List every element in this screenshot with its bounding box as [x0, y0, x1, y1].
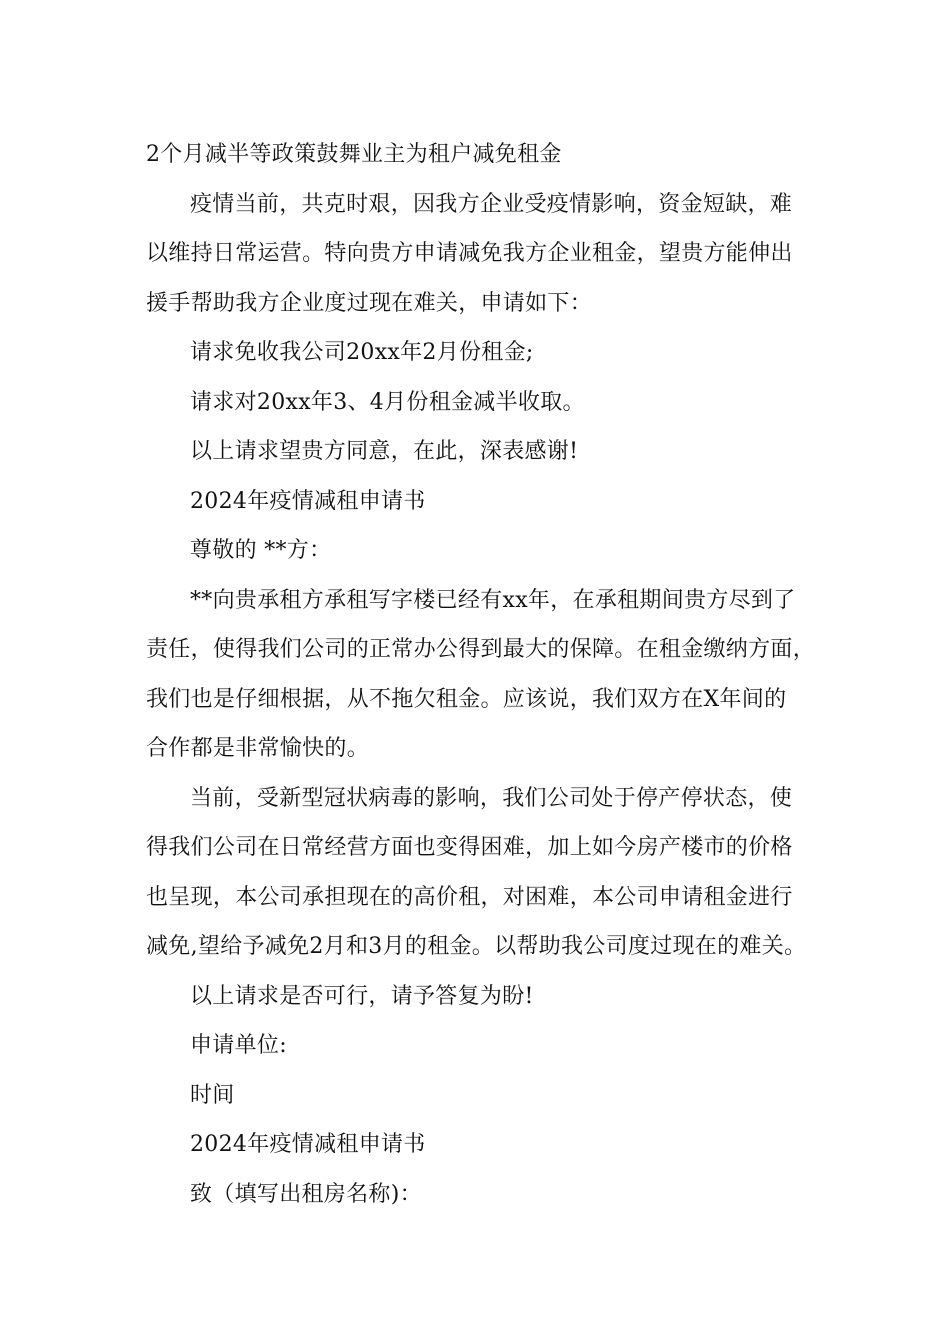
text-line: 以上请求望贵方同意，在此，深表感谢! — [190, 439, 579, 464]
text-line: 责任，使得我们公司的正常办公得到最大的保障。在租金缴纳方面， — [146, 637, 816, 662]
thanks-paragraph — [146, 427, 818, 477]
text-line: 也呈现，本公司承担现在的高价租，对困难，本公司申请租金进行 — [146, 884, 793, 910]
body-paragraph-2 — [146, 774, 818, 972]
text-line: 2024年疫情减租申请书 — [190, 1132, 426, 1157]
text-line: 尊敬的 **方： — [190, 538, 332, 563]
addressee-line — [146, 1170, 818, 1220]
salutation — [146, 526, 818, 576]
text-line: 以维持日常运营。特向贵方申请减免我方企业租金，望贵方能伸出 — [146, 241, 793, 266]
closing-request — [146, 972, 818, 1022]
text-line: 当前，受新型冠状病毒的影响，我们公司处于停产停状态，使 — [190, 785, 793, 811]
text-line: 致（填写出租房名称)： — [190, 1181, 422, 1207]
section-title — [146, 477, 818, 527]
text-line: 疫情当前，共克时艰，因我方企业受疫情影响，资金短缺，难 — [190, 191, 793, 217]
section-title-2 — [146, 1120, 818, 1170]
text-line: 请求对20xx年3、4月份租金减半收取。 — [190, 389, 585, 415]
text-line: 援手帮助我方企业度过现在难关，申请如下： — [146, 290, 593, 316]
text-line: 以上请求是否可行，请予答复为盼! — [190, 983, 534, 1009]
text-line: 得我们公司在日常经营方面也变得困难，加上如今房产楼市的价格 — [146, 835, 793, 860]
document-body — [146, 130, 818, 1219]
request-item-2 — [146, 378, 818, 428]
text-line: 2个月减半等政策鼓舞业主为租户减免租金 — [146, 142, 562, 167]
heading-paragraph — [146, 130, 818, 180]
applicant-label — [146, 1021, 818, 1071]
date-label — [146, 1071, 818, 1121]
text-line: 时间 — [190, 1082, 235, 1108]
intro-paragraph — [146, 180, 818, 329]
text-line: 申请单位: — [190, 1033, 287, 1058]
text-line: 合作都是非常愉快的。 — [146, 736, 370, 761]
request-item-1 — [146, 328, 818, 378]
body-paragraph-1 — [146, 576, 818, 774]
text-line: 减免,望给予减免2月和3月的租金。以帮助我公司度过现在的难关。 — [146, 934, 807, 959]
text-line: 2024年疫情减租申请书 — [190, 488, 426, 514]
text-line: 我们也是仔细根据，从不拖欠租金。应该说，我们双方在X年间的 — [146, 686, 787, 712]
text-line: **向贵承租方承租写字楼已经有xx年，在承租期间贵方尽到了 — [190, 587, 796, 613]
text-line: 请求免收我公司20xx年2月份租金; — [190, 340, 534, 365]
